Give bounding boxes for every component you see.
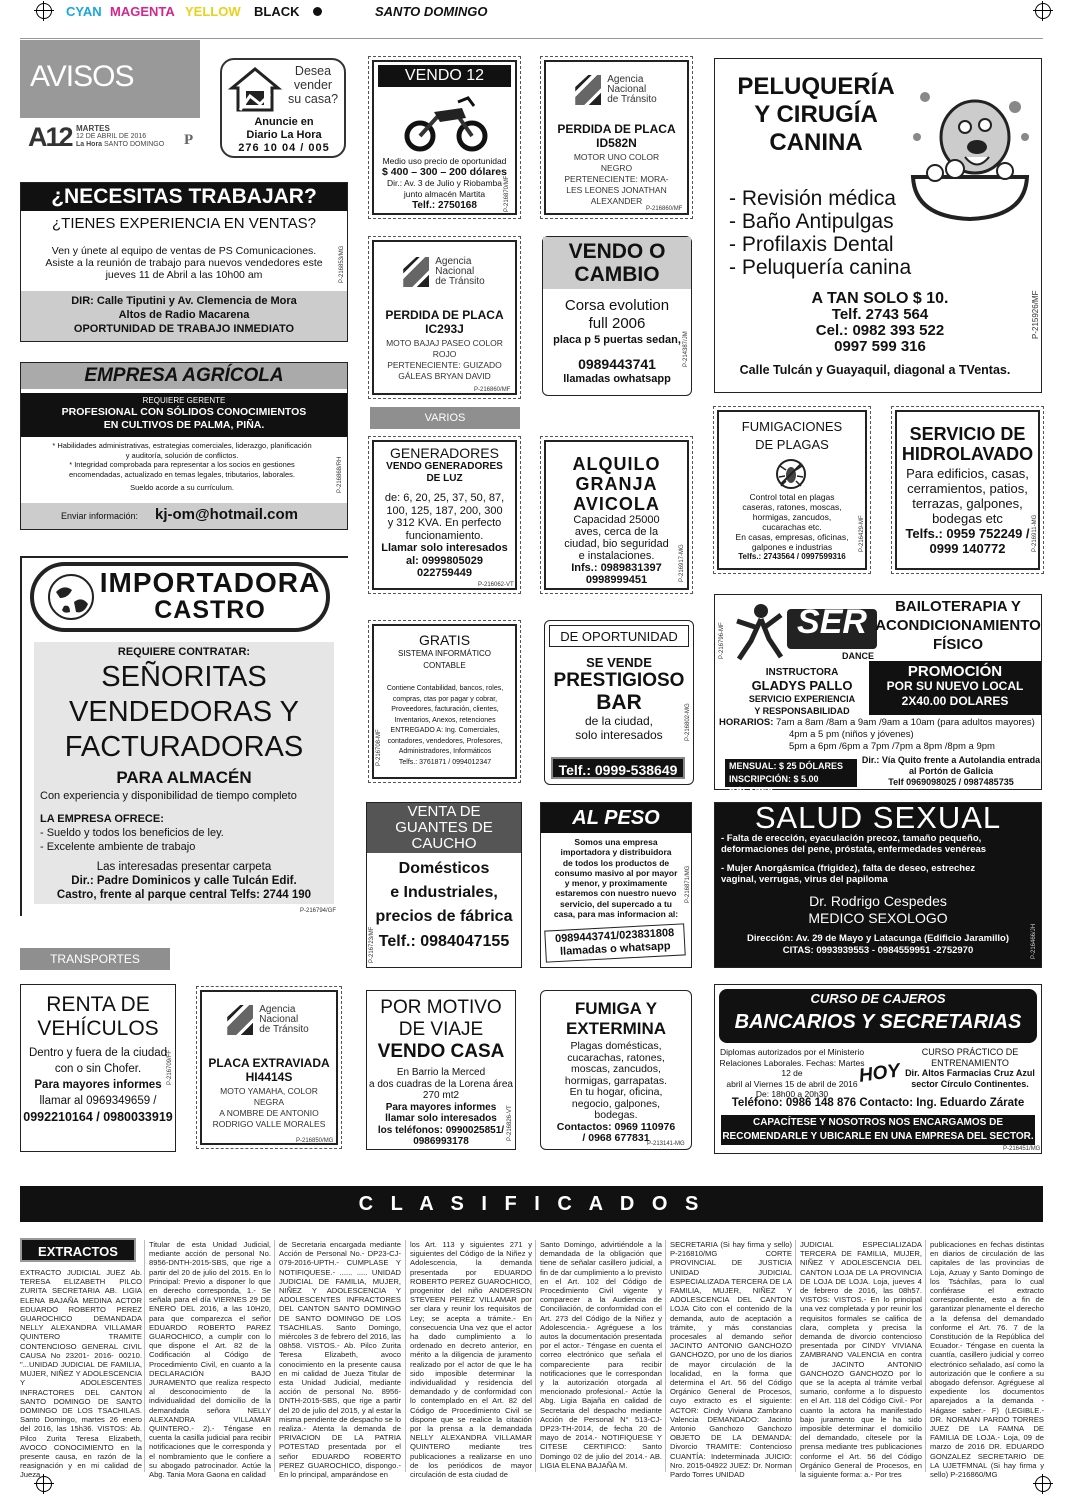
ad-trabajar-subtitle: ¿TIENES EXPERIENCIA EN VENTAS? <box>52 215 316 232</box>
importadora-contact: Las interesadas presentar carpeta Dir.: Padre Dominicos y calle Tulcán Edif. Castro, frente al parque central Telfs: 2744 190 <box>56 861 312 901</box>
ad-code: P-216796-MF <box>719 622 725 659</box>
ad-placa-3 <box>200 990 338 1145</box>
agency-logo: Agencia Nacional de Tránsito <box>394 252 494 292</box>
ad-guantes-phone: Telf.: 0984047155 <box>378 933 510 950</box>
ad-trabajar-address: DIR: Calle Tiputini y Av. Clemencia de Mora Altos de Radio Macarena OPORTUNIDAD DE TRABAJO INMEDIATO <box>21 291 347 341</box>
ad-casa-body: En Barrio la Merced a dos cuadras de la Lorena área 270 mt2 Para mayores informes llamar solo interesados los teléfonos: 0990025851/ 0986993178 <box>369 1067 513 1147</box>
importadora-positions: SEÑORITAS VENDEDORAS Y FACTURADORAS <box>64 661 304 763</box>
ad-canina-address: Calle Tulcán y Guayaquil, diagonal a TVentas. <box>739 363 1011 377</box>
importadora-requiere: REQUIERE CONTRATAR: <box>117 646 251 658</box>
issue-city: La Hora SANTO DOMINGO <box>76 141 165 148</box>
globe-icon <box>48 574 94 620</box>
motorcycle-icon <box>404 92 488 152</box>
ad-bailoterapia <box>714 594 1042 797</box>
ad-baile-address: Dir.: Vía Quito frente a Autolandia entrada al Portón de Galicia Telf 0969098025 / 0987485735 <box>861 755 1041 787</box>
ad-baile-promo: PROMOCIÓN POR SU NUEVO LOCAL 2X40.00 DOLARES <box>869 661 1041 715</box>
legal-column-8: publicaciones en fechas distintas en diarios de circulación de las capitales de las provincias de Loja, Azuay y Santo Domingo de los Tsáchilas, para lo cual confiérase el extracto correspondiente, esto a fin de garantizar plenamente el derecho a la defensa del demandado conforme el Art. 76. 7 de la Constitución de la República del Ecuador.- Téngase en cuenta la cuantía, casillero judicial y correo electrónico señalado, así como la autorización que le confiere a su abogado defensor. Agréguese al expediente los documentos aparejados a la demanda - Hágase saber.- F) (LEGIBLE.- DR. NORMAN PARDO TORRES JUEZ DE LA FAMNA DE FAMILIA DE LOJA.- Loja, 09 de marzo de 2016 DR. EDUARDO GONZALEZ SECRETARIO DE LA UJETFMNAL (Si hay firma y sello) P-216860/MG <box>930 1240 1044 1480</box>
ad-al-peso <box>540 802 692 968</box>
ad-fumiga-body: Plagas domésticas, cucarachas, ratones, moscas, zancudos, hormigas, garrapatas. En tu hogar, oficina, negocio, galpones, bodegas. Contactos: 0969 110976 / 0968 677831 <box>556 1040 676 1144</box>
print-color-bar <box>0 0 1083 24</box>
ad-renta-body: Dentro y fuera de la ciudad con o sin Chofer. Para mayores informes llamar al 0969349659 / 0992210164 / 0980033919 <box>23 1047 173 1124</box>
section-transportes: TRANSPORTES <box>20 948 170 970</box>
house-ad-cta: Anuncie en Diario La Hora 276 10 04 / 005 <box>238 116 330 154</box>
importadora-logo-sub: CASTRO <box>154 596 266 624</box>
ad-cajeros-hoy: HOY <box>857 1060 902 1087</box>
ad-cajeros-banner: CAPACÍTESE Y NOSOTROS NOS ENCARGAMOS DE RECOMENDARLE Y UBICARLE EN UNA EMPRESA DEL SECTOR. <box>721 1115 1035 1145</box>
classifieds-banner: C L A S I F I C A D O S <box>20 1186 1043 1222</box>
ad-agricola-title: EMPRESA AGRÍCOLA <box>21 363 347 389</box>
ad-code: P-216911-MG <box>1032 514 1038 552</box>
ad-fumig-title: FUMIGACIONES DE PLAGAS <box>741 419 843 452</box>
legal-column-4: los Art. 113 y siguientes 271 y siguientes del Código de la Niñez y Adolescencia, la demanda presentada por EDUARDO ROBERTO PEREZ GUAROCHICO, progenitor del niño ANDERSON STEVEEN PEREZ VILLAMAR por ser clara y reunir los requisitos de Ley; se acepta a trámite.- En consecuencia Una vez que el actor ha dado cumplimiento a lo ordenado en decreto anterior, en mérito a la diligencia de juramento realizado por el actor de que le ha sido imposible determinar la individualidad y residencia del demandado y de conformidad con lo contemplado en el Art. 82 del Código de Procedimiento Civil se dispone que se realice la citación por la prensa a la demandada NELLY ALEXANDRA VILLAMAR QUINTERO mediante tres publicaciones a realizarse en uno de los periódicos de mayor circulación de esta ciudad de <box>410 1240 532 1480</box>
legal-column-3: de Secretaria encargada mediante Acción de Personal No.- DP23-CJ-079-2016-UPTH.- CUMPLASE Y NOTIFIQUESE.- ...... ..... UNIDAD JUDICIAL DE FAMILIA, MUJER, NIÑEZ Y ADOLESCENCIA Y ADOLESCENTES INFRACTORES DEL CANTON SANTO DOMINGO DE SANTO DOMINGO DE LOS TSACHILAS. Santo Domingo, miércoles 3 de febrero del 2016, las 08h58. VISTOS.- Ab. Pilco Zurita Teresa Elizabeth, avoco conocimiento en la presente causa en mi calidad de Jueza Titular de esta Unidad Judicial, mediante acción de personal No. 8956-DNTH-2015-SBS, que rige a partir del 20 de julio del 2015, y al estar la misma pendiente de despacho se lo realiza.- Atenta la demanda de PRIVACION DE LA PATRIA POTESTAD presentada por el señor EDUARDO ROBERTO PEREZ GUAROCHICO, dispongo.- En lo principal, amparándose en <box>279 1240 401 1480</box>
ad-placa-2-body: MOTO BAJAJ PASEO COLOR ROJO PERTENECIENTE: GUIZADO GÁLEAS BRYAN DAVID <box>386 338 503 381</box>
house-ad <box>220 58 346 158</box>
ad-code: P-216794/GF <box>300 908 337 914</box>
ad-necesitas-trabajar <box>20 182 348 342</box>
ad-code: P-216917-MG <box>679 544 685 582</box>
ad-placa-1-body: MOTOR UNO COLOR NEGRO PERTENECIENTE: MORA- LES LEONES JONATHAN ALEXANDER <box>564 152 669 206</box>
ad-vendo-casa <box>366 990 516 1150</box>
agency-logo: Agencia Nacional de Tránsito <box>566 70 666 110</box>
ad-trabajar-title: ¿NECESITAS TRABAJAR? <box>21 183 347 211</box>
importadora-for: PARA ALMACÉN <box>116 768 252 787</box>
ad-code: P-216853/MG <box>339 245 345 283</box>
agency-logo-icon <box>403 257 429 287</box>
ad-peluqueria-canina <box>714 58 1042 393</box>
ad-fumigaciones <box>717 410 867 570</box>
ad-gratis-title: GRATIS SISTEMA INFORMÁTICO CONTABLE <box>398 632 491 670</box>
ad-salud-doctor: Dr. Rodrigo Cespedes MEDICO SEXOLOGO <box>808 893 948 926</box>
house-ad-question: Desea vender su casa? <box>287 64 339 106</box>
ad-agricola-requirement: REQUIERE GERENTE PROFESIONAL CON SÓLIDOS CONOCIMIENTOS EN CULTIVOS DE PALMA, PIÑA. <box>21 393 347 437</box>
ad-placa-1-title: PERDIDA DE PLACA ID582N <box>557 122 676 150</box>
ad-generadores-title: GENERADORES VENDO GENERADORES DE LUZ <box>386 445 503 484</box>
ad-cajeros-course: CURSO PRÁCTICO DE ENTRENAMIENTO Dir. Altos Farmacias Cruz Azul sector Círculo Continentes. <box>905 1047 1035 1089</box>
ad-bar-title: DE OPORTUNIDAD <box>549 625 689 647</box>
legal-column-1: EXTRACTO JUDICIAL JUEZ Ab. TERESA ELIZABETH PILCO ZURITA SECRETARIA AB. LIGIA ELENA BAJAÑA MEDINA ACTOR EDUARDO ROBERTO PEREZ GUAROCHICO DEMANDADA NELLY ALEXANDRA VILLAMAR QUINTERO TRAMITE CONTENCIOSO GENERAL CIVIL CAUSA No 23201- 2016- 00210. "...UNIDAD JUDICIAL DE FAMILIA, MUJER, NIÑEZ Y ADOLESCENCIA Y ADOLESCENTES INFRACTORES DEL CANTON SANTO DOMINGO DE SANTO DOMINGO DE LOS TSACHILAS. Santo Domingo, martes 26 enero del 2016, las 15h36. VISTOS: Ab. Pilco Zurita Teresa Elizabeth, AVOCO CONOCIMIENTO en la presente causa, en razón de la reasignación y en mi calidad de Jueza <box>20 1268 142 1480</box>
ad-peso-title: AL PESO <box>541 803 691 833</box>
section-varios: VARIOS <box>370 407 520 429</box>
ad-fumiga-title: FUMIGA Y EXTERMINA <box>565 999 667 1038</box>
ad-motos-title: VENDO 12 MOTOS <box>378 65 511 87</box>
page-number: A12 <box>28 122 72 152</box>
ad-casa-title: POR MOTIVO DE VIAJE VENDO CASA <box>377 997 505 1062</box>
ad-trabajar-body: Ven y únete al equipo de ventas de PS Comunicaciones. Asiste a la reunión de trabajo para nuevos vendedores este jueves 11 de Abril a las 10h00 am <box>45 245 323 281</box>
ad-canina-services: - Revisión médica - Baño Antipulgas - Profilaxis Dental - Peluquería canina <box>729 187 912 279</box>
legal-column-5: Santo Domingo, advirtiéndole a la demandada de la obligación que tiene de señalar casillero judicial, a fin de dar cumplimiento a lo previsto en el Art. 102 del Código de Procedimiento Civil vigente y comparecer a la Audiencia de Conciliación, de conformidad con el Art. 273 del Código de la Niñez y Adolescencia.- Agréguese a los autos la documentación presentada por el actor.- Téngase en cuenta el correo electrónico que señala el compareciente para recibir notificaciones que le correspondan y la autorización otorgada al mencionado profesional.- Actúe la Abg. Ligia Bajaña en calidad de Secretaria del despacho mediante Acción de Personal N° 513-CJ-DP23-TH-2014, de fecha 20 de mayo de 2014.- NOTIFIQUESE Y CITESE CERTIFICO: Santo Domingo 02 de julio del 2014.- AB. LIGIA ELENA BAJAÑA M. <box>540 1240 662 1470</box>
pest-icon <box>775 458 807 490</box>
ad-salud-body: - Falta de erección, eyaculación precoz, tamaño pequeño, deformaciones del pene, próstata, enfermedades venéreas - Mujer Anorgásmica (frigidez), falta de deseo, estrechez vaginal, verrugas, virus del papiloma <box>721 833 987 885</box>
ad-gratis-body: Contiene Contabilidad, bancos, roles, compras, ctas por pagar y cobrar, Proveedores, facturación, clientes, Inventarios, Anexos, retenciones ENTREGADO A: Ing. Comerciales, contadores, vendedores, Profesores, Administradores, Informáticos Telfs.: 3761871 / 0994012347 <box>386 685 504 766</box>
ad-gratis <box>372 624 517 779</box>
registration-mark-icon <box>36 1476 52 1492</box>
ad-placa-3-body: MOTO YAMAHA, COLOR NEGRA A NOMBRE DE ANTONIO RODRIGO VALLE MORALES <box>212 1086 326 1129</box>
cyan-label: CYAN <box>66 4 102 19</box>
ad-placa-2-title: PERDIDA DE PLACA IC293J <box>385 308 504 336</box>
ad-granja-body: Capacidad 25000 aves, cerca de la ciudad, bio seguridad e instalaciones. Infs.: 0989831397 0998999451 <box>564 514 669 586</box>
ad-agricola-contact: Enviar información: kj-om@hotmail.com <box>21 503 347 529</box>
page-header <box>20 40 200 156</box>
ad-placa-2 <box>372 240 517 395</box>
ad-hidrolavado <box>895 410 1040 570</box>
ad-generadores <box>372 440 517 590</box>
ad-code: P-216708-MF <box>376 729 382 766</box>
agency-logo-icon <box>227 1005 253 1035</box>
ad-salud-address: Dirección: Av. 29 de Mayo y Latacunga (Edificio Jaramillo) CITAS: 0993939553 - 0984559951 -2752970 <box>746 933 1010 956</box>
ad-cambio-body: Corsa evolution full 2006 placa p 5 puertas sedan, <box>553 297 681 346</box>
bullet-icon <box>313 7 322 16</box>
ad-code: P-216871/MG <box>685 865 691 903</box>
divider <box>20 38 1043 39</box>
ad-renta-title: RENTA DE VEHÍCULOS <box>37 993 159 1040</box>
black-label: BLACK <box>254 4 300 19</box>
page-title: AVISOS <box>30 60 134 93</box>
ad-canina-title: PELUQUERÍA Y CIRUGÍA CANINA <box>737 73 895 156</box>
ad-bar <box>544 620 694 785</box>
magenta-label: MAGENTA <box>110 4 175 19</box>
dancer-logo-sub: DANCE <box>835 651 881 661</box>
ad-code: P-216062-VT <box>478 582 514 588</box>
ad-code: P-216826-VT <box>507 1105 513 1141</box>
ad-code: P-216850/MG <box>296 1138 334 1144</box>
registration-mark-icon <box>36 3 52 19</box>
ad-generadores-body: de: 6, 20, 25, 37, 50, 87, 100, 125, 187, 200, 300 y 312 KVA. En perfecto funcionamiento. Llamar solo interesados al: 0999805029 022759449 <box>381 492 508 579</box>
contact-email: kj-om@hotmail.com <box>155 506 298 523</box>
house-icon <box>230 66 280 112</box>
ad-agricola-body: * Habilidades administrativas, estrategias comerciales, liderazgo, planificación y auditoría, solución de conflictos. * Integridad comprobada para representar a los socios en gestiones encomendadas, actualizado en temas legales, tributarios, laborales. Sueldo acorde a su currículum. <box>52 441 312 492</box>
ad-granja-avicola <box>544 440 689 590</box>
registration-mark-icon <box>1035 1476 1051 1492</box>
dancer-logo-text: SER <box>797 603 867 641</box>
ad-motos <box>372 60 517 215</box>
section-label: SANTO DOMINGO <box>375 4 488 19</box>
ad-hidro-title: SERVICIO DE HIDROLAVADO <box>901 424 1034 464</box>
issue-date: 12 DE ABRIL DE 2016 <box>76 133 147 140</box>
ad-baile-instructor: INSTRUCTORA GLADYS PALLO SERVICIO EXPERIENCIA Y RESPONSABILIDAD <box>748 667 856 716</box>
agency-logo: Agencia Nacional de Tránsito <box>218 1000 318 1040</box>
legal-column-2: Titular de esta Unidad Judicial, mediante acción de personal No. 8956-DNTH-2015-SBS, que rige a partir del 20 de julio del 2015. En lo Principal: Previo a disponer lo que en derecho corresponda, 1.- Se señala para el día VIERNES 29 DE ENERO DEL 2016, a las 10H20, para que comparezca el señor EDUARDO ROBERTO PAREZ GUAROCHICO, a cumplir con lo que dispone el Art. 82 de la Codificación al Código de Procedimiento Civil, en cuanto a la DECLARACIÓN BAJO JURAMENTO que realiza respecto al desconocimiento de la individualidad del domicilio de la demandada señora NELLY ALEXANDRA VILLAMAR QUINTERO.- 2).- Téngase en cuenta la casilla judicial para recibir notificaciones que le corresponda y el nombramiento que le confiere a su abogado patrocinador. Actúe la Abg. Tania Mora Gaona en calidad <box>149 1240 271 1480</box>
ad-peso-body: Somos una empresa importadora y distribuidora de todos los productos de consumo masivo al por mayor y menor, y proximamente estaremos con nuestro nuevo servicio, del supercado a tu casa, para mas informacion al: <box>553 837 679 920</box>
ad-code: P-216870/MF <box>504 175 510 212</box>
importadora-logo-name: IMPORTADORA <box>99 567 321 598</box>
ad-vendo-cambio <box>542 236 692 396</box>
ad-peso-phone: 0989443741/023831808 llamadas o whatsapp <box>544 923 685 962</box>
ad-baile-title: BAILOTERAPIA Y ACONDICIONAMIENTO FÍSICO <box>875 598 1041 653</box>
ad-cajeros-title: CURSO DE CAJEROS BANCARIOS Y SECRETARIAS <box>719 989 1037 1043</box>
ad-placa-1 <box>544 60 689 215</box>
ad-guantes <box>366 802 522 968</box>
ad-bar-headline: SE VENDE PRESTIGIOSO BAR de la ciudad, solo interesados <box>553 655 685 742</box>
registration-mark-icon <box>1035 3 1051 19</box>
issue-day: MARTES <box>76 124 110 133</box>
ad-cambio-phone: 0989443741 llamadas owhatsapp <box>563 356 671 385</box>
ad-hidro-body: Para edificios, casas, cerramientos, patios, terrazas, galpones, bodegas etc Telfs.: 0959 752249 / 0999 140772 <box>905 466 1030 556</box>
agency-logo-icon <box>575 75 601 105</box>
importadora-logo <box>30 562 330 632</box>
ad-code: P-216709/FF <box>167 1049 173 1085</box>
ad-code: P-216466/JH <box>1031 923 1037 959</box>
ad-guantes-title: VENTA DE GUANTES DE CAUCHO <box>367 803 521 853</box>
ad-salud-sexual <box>714 802 1042 968</box>
ad-motos-body: Medio uso precio de oportunidad $ 400 – 300 – 200 dólares Dir.: Av. 3 de Julio y Riobamba junto almacén Martita Telf.: 2750168 <box>382 156 507 211</box>
importadora-offer: LA EMPRESA OFRECE: - Sueldo y todos los beneficios de ley. - Excelente ambiente de trabajo <box>40 813 224 853</box>
legal-column-7: JUDICIAL ESPECIALIZADA TERCERA DE FAMILIA, MUJER, NIÑEZ Y ADOLESCENCIA DEL CANTON LOJA DE LA PROVINCIA DE LOJA DE LOJA. Loja, jueves 4 de febrero de 2016, las 08h57. VISTOS: VISTOS.- En lo principal una vez completada y por reunir los requisitos formales se califica de clara, completa y precisa la demanda de divorcio contencioso presentada por CINDY VIVIANA ZAMBRANO VALENCIA en contra de JACINTO ANTONIO GANCHOZO GANCHOZO por lo que se la acepta al trámite verbal sumario, conforme a lo dispuesto en el Art. 118 del Código Civil.- Por cuanto la actora ha manifestado bajo juramento que le ha sido imposible determinar el domicilio del demandado, cítesele por la prensa mediante tres publicaciones conforme el Art. 56 del Código Orgánico General de Procesos, en la siguiente forma: a.- Por tres <box>800 1240 922 1480</box>
ad-salud-title: SALUD SEXUAL <box>754 800 1002 835</box>
ad-code: P-214387/JM <box>683 331 689 367</box>
ad-code: P-216429-MF <box>859 515 865 552</box>
ad-importadora-castro <box>20 556 348 916</box>
ad-canina-prices: A TAN SOLO $ 10. Telf. 2743 564 Cel.: 0982 393 522 0997 599 316 <box>811 290 949 355</box>
ad-code: P-216860/MF <box>646 206 683 212</box>
ad-code: P-213141-MG <box>647 1141 685 1147</box>
ad-code: P-216860/MF <box>474 387 511 393</box>
extractos-label: EXTRACTOS <box>20 1238 136 1262</box>
ad-code: P-215926/MF <box>1031 290 1040 339</box>
yellow-label: YELLOW <box>185 4 241 19</box>
ad-bar-phone: Telf.: 0999-538649 <box>551 757 685 779</box>
ad-fumiga-extermina <box>540 990 692 1150</box>
legal-column-6: SECRETARIA (Si hay firma y sello) P-216810/MG CORTE PROVINCIAL DE JUSTICIA UNIDAD JUDICIAL ESPECIALIZADA TERCERA DE LA FAMILIA, MUJER, NIÑEZ Y ADOLESCENCIA DEL CANTON LOJA Cito con el contenido de la demanda, auto de aceptación a trámite, y más constancias procesales al demando señor JACINTO ANTONIO GANCHOZO GANCHOZO, por uno de los diarios de mayor circulación de la localidad, en la forma que determina el Art. 56 del Código Orgánico General de Procesos, cuyo extracto es el siguiente: ACTOR: Cindy Viviana Zambrano Valencia DEMANDADO: Jacinto Antonio Ganchozo Ganchozo OBJETO DE LA DEMANDA: Divorcio TRAMITE: Contencioso CUANTÍA: Indeterminada JUICIO: Nro. 2015-04922 JUEZ: Dr. Norman Pardo Torres UNIDAD <box>670 1240 792 1480</box>
ad-cambio-title: VENDO O CAMBIO <box>543 237 691 289</box>
ad-fumig-body: Control total en plagas caseras, ratones, moscas, hormigas, zancudos, cucarachas etc. En casas, empresas, oficinas, galpones e industrias Telfs.: 2743564 / 0997599316 <box>735 492 849 561</box>
ad-code: P-216723/MF <box>369 926 375 963</box>
newspaper-logo: P <box>184 132 194 148</box>
importadora-experience: Con experiencia y disponibilidad de tiempo completo <box>40 790 297 802</box>
ad-baile-fees: MENSUAL: $ 25 DÓLARES INSCRIPCIÓN: $ 5.00 DÓLARES <box>725 759 857 787</box>
ad-guantes-body: Domésticos e Industriales, precios de fábrica <box>375 860 513 925</box>
ad-cajeros-phone: Teléfono: 0986 148 876 Contacto: Ing. Eduardo Zárate <box>731 1097 1025 1109</box>
ad-code: P-216868/RH <box>337 456 343 493</box>
ad-baile-schedule: HORARIOS: 7am a 8am /8am a 9am /9am a 10am (para adultos mayores) 4pm a 5 pm (niños y jóvenes) 5pm a 6pm /6pm a 7pm /7pm a 8pm /8pm a 9pm <box>719 717 1035 752</box>
ad-code: P-216451/MG <box>1003 1146 1041 1152</box>
ad-empresa-agricola <box>20 362 348 530</box>
ad-placa-3-title: PLACA EXTRAVIADA HI4414S <box>208 1056 330 1084</box>
ad-code: P-216802-MG <box>685 703 691 741</box>
ad-renta-vehiculos <box>20 984 176 1152</box>
ad-granja-title: ALQUILO GRANJA AVICOLA <box>572 454 661 514</box>
ad-curso-cajeros <box>714 984 1042 1154</box>
ad-cajeros-dates: Diplomas autorizados por el Ministerio Relaciones Laborales. Fechas: Martes 12 de abril al Viernes 15 de abril de 2016 De: 18h00 a 20h30 <box>719 1047 865 1099</box>
